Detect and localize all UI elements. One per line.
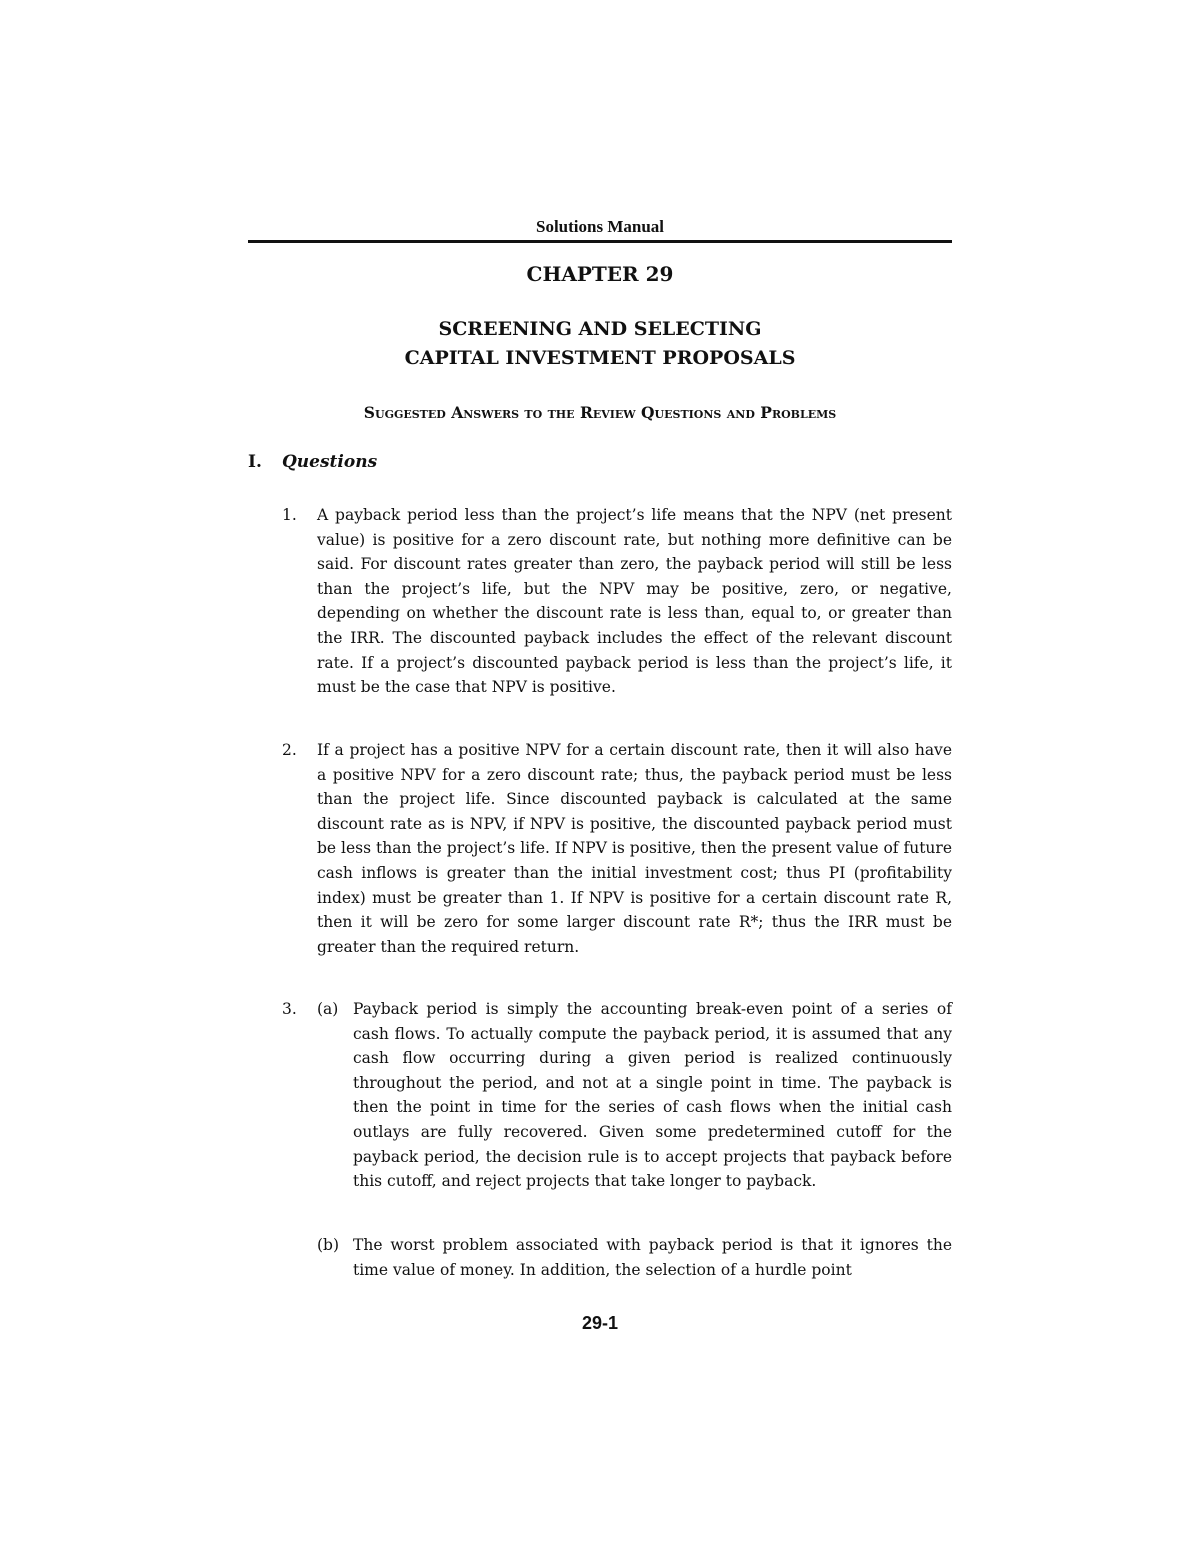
section-number: I.	[248, 452, 262, 472]
question-3-part-a	[317, 997, 952, 1194]
section-title: Questions	[282, 452, 378, 472]
question-number: 2.	[282, 741, 297, 759]
part-answer-text: Payback period is simply the accounting break-even point of a series of cash flows. To actually compute the payback period, it is assumed that any cash flow occurring during a given period is realized continuously throughout the period, and not at a single point in time. The payback is then the point in time for the series of cash flows when the initial cash outlays are fully recovered. Given some predetermined cutoff for the payback period, the decision rule is to accept projects that payback before this cutoff, and reject projects that take longer to payback.	[353, 1000, 952, 1191]
question-answer-text: A payback period less than the project’s life means that the NPV (net present value) is positive for a zero discount rate, but nothing more definitive can be said. For discount rates greater than zero, the payback period will still be less than the project’s life, but the NPV may be positive, zero, or negative, depending on whether the discount rate is less than, equal to, or greater than the IRR. The discounted payback includes the effect of the relevant discount rate. If a project’s discounted payback period is less than the project’s life, it must be the case that NPV is positive.	[317, 506, 952, 697]
part-label: (a)	[317, 1000, 339, 1018]
section-heading	[248, 452, 377, 472]
question-item-1	[282, 503, 952, 700]
page-number: 29-1	[581, 1313, 619, 1333]
question-item-2	[282, 738, 952, 959]
chapter-heading-line-1: SCREENING AND SELECTING	[438, 318, 762, 340]
running-head: Solutions Manual	[535, 217, 664, 236]
question-number: 3.	[282, 1000, 297, 1018]
question-number: 1.	[282, 506, 297, 524]
header-rule	[248, 240, 952, 243]
document-page	[248, 0, 952, 1553]
chapter-title: CHAPTER 29	[526, 262, 674, 286]
part-label: (b)	[317, 1236, 340, 1254]
chapter-heading-line-2: CAPITAL INVESTMENT PROPOSALS	[404, 347, 796, 369]
part-answer-text: The worst problem associated with payback period is that it ignores the time value of money. In addition, the selection of a hurdle point	[353, 1236, 952, 1279]
question-answer-text: If a project has a positive NPV for a certain discount rate, then it will also have a positive NPV for a zero discount rate; thus, the payback period must be less than the project life. Since discounted payback is calculated at the same discount rate as is NPV, if NPV is positive, the discounted payback period must be less than the project’s life. If NPV is positive, then the present value of future cash inflows is greater than the initial investment cost; thus PI (profitability index) must be greater than 1. If NPV is positive for a certain discount rate R, then it will be zero for some larger discount rate R*; thus the IRR must be greater than the required return.	[317, 741, 952, 956]
question-3-part-b	[317, 1233, 952, 1282]
section-subtitle: Suggested Answers to the Review Questions and Problems	[363, 403, 837, 422]
